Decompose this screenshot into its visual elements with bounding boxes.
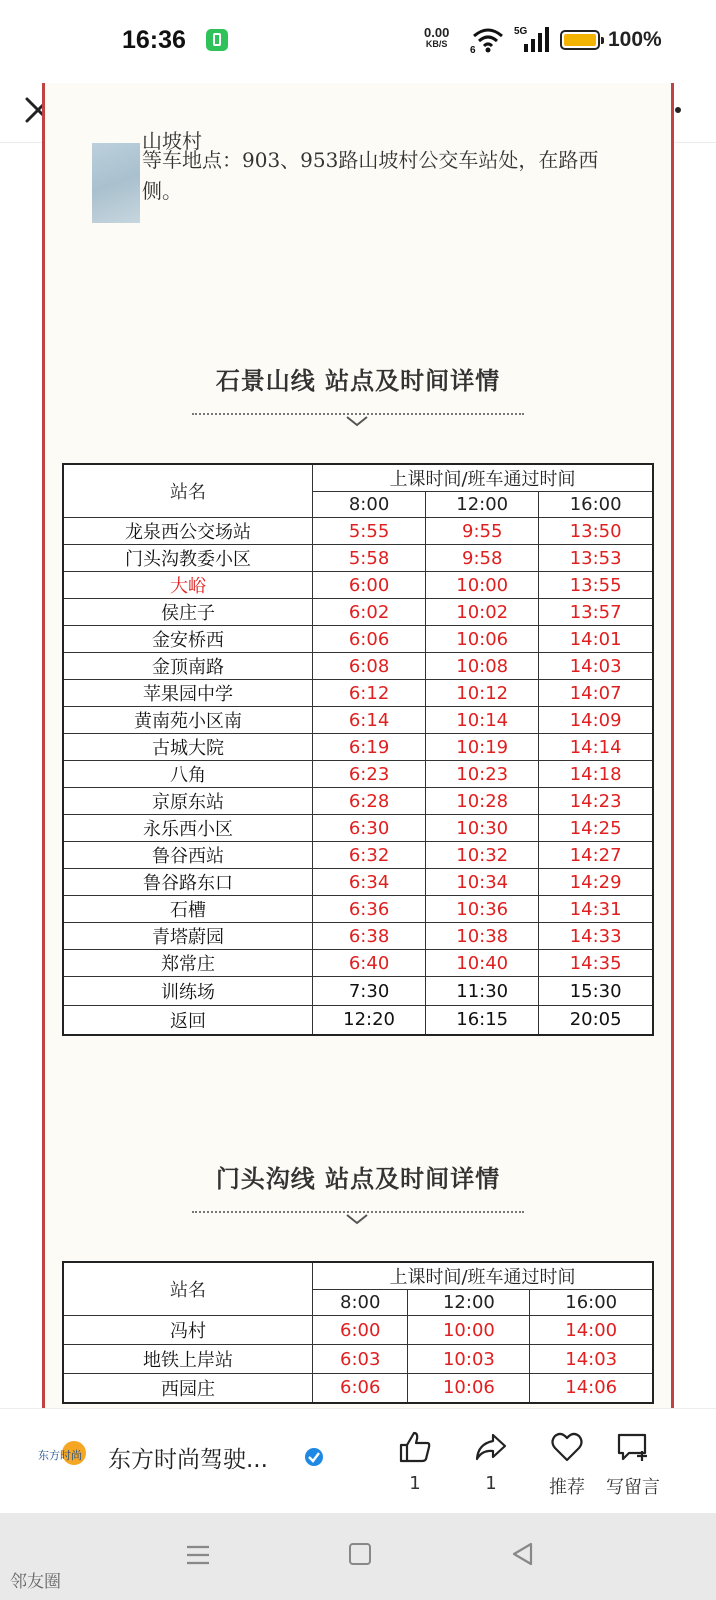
table-row xyxy=(63,788,653,815)
header-time: 上课时间/班车通过时间 xyxy=(313,464,654,492)
station-name: 大峪 xyxy=(63,572,313,599)
header-col-3: 16:00 xyxy=(530,1290,653,1316)
menu-icon[interactable] xyxy=(185,1543,211,1567)
time-cell: 13:57 xyxy=(539,599,653,626)
header-station: 站名 xyxy=(63,464,313,518)
table-row xyxy=(63,815,653,842)
time-cell: 10:06 xyxy=(426,626,539,653)
battery-percent: 100% xyxy=(608,28,662,51)
time-cell: 14:06 xyxy=(530,1374,653,1403)
signal-icon xyxy=(514,24,550,54)
table-row xyxy=(63,734,653,761)
time-cell: 6:02 xyxy=(313,599,426,626)
table-row xyxy=(63,977,653,1006)
article-content[interactable] xyxy=(0,129,716,1408)
time-cell: 10:38 xyxy=(426,923,539,950)
station-name: 京原东站 xyxy=(63,788,313,815)
back-icon[interactable] xyxy=(510,1541,534,1567)
thumbs-up-icon xyxy=(397,1429,433,1465)
time-cell: 14:18 xyxy=(539,761,653,788)
time-cell: 14:25 xyxy=(539,815,653,842)
schedule-table-mentougou xyxy=(62,1261,654,1404)
station-name: 地铁上岸站 xyxy=(63,1345,313,1374)
time-cell: 6:00 xyxy=(313,1316,408,1345)
time-cell: 9:55 xyxy=(426,518,539,545)
time-cell: 10:02 xyxy=(426,599,539,626)
station-name: 门头沟教委小区 xyxy=(63,545,313,572)
table-row xyxy=(63,1345,653,1374)
verified-icon xyxy=(304,1447,324,1467)
station-name: 西园庄 xyxy=(63,1374,313,1403)
station-name: 鲁谷路东口 xyxy=(63,869,313,896)
time-cell: 10:03 xyxy=(408,1345,530,1374)
network-speed xyxy=(424,26,449,49)
schedule-table-shijingshan xyxy=(62,463,654,1036)
app-notification-icon xyxy=(206,29,228,51)
time-cell: 6:23 xyxy=(313,761,426,788)
time-cell: 14:33 xyxy=(539,923,653,950)
header-col-1: 8:00 xyxy=(313,1290,408,1316)
wifi-icon xyxy=(470,26,506,54)
header-col-3: 16:00 xyxy=(539,492,653,518)
table-row xyxy=(63,950,653,977)
time-cell: 5:58 xyxy=(313,545,426,572)
time-cell: 6:06 xyxy=(313,1374,408,1403)
time-cell: 10:34 xyxy=(426,869,539,896)
time-cell: 6:08 xyxy=(313,653,426,680)
time-cell: 14:14 xyxy=(539,734,653,761)
time-cell: 6:14 xyxy=(313,707,426,734)
network-speed-unit: KB/S xyxy=(425,39,448,49)
time-cell: 6:19 xyxy=(313,734,426,761)
table-row xyxy=(63,572,653,599)
time-cell: 13:55 xyxy=(539,572,653,599)
share-count: 1 xyxy=(485,1473,497,1494)
time-cell: 14:23 xyxy=(539,788,653,815)
chevron-down-icon xyxy=(345,415,369,427)
share-icon xyxy=(473,1429,509,1465)
status-bar xyxy=(0,0,716,80)
station-name: 黄南苑小区南 xyxy=(63,707,313,734)
time-cell: 10:19 xyxy=(426,734,539,761)
time-cell: 13:53 xyxy=(539,545,653,572)
station-name: 返回 xyxy=(63,1006,313,1035)
time-cell: 6:12 xyxy=(313,680,426,707)
time-cell: 14:03 xyxy=(530,1345,653,1374)
table-row xyxy=(63,653,653,680)
network-speed-value: 0.00 xyxy=(424,25,450,40)
table-row xyxy=(63,626,653,653)
table-row xyxy=(63,869,653,896)
time-cell: 14:00 xyxy=(530,1316,653,1345)
time-cell: 14:35 xyxy=(539,950,653,977)
time-cell: 13:50 xyxy=(539,518,653,545)
time-cell: 9:58 xyxy=(426,545,539,572)
station-name: 龙泉西公交场站 xyxy=(63,518,313,545)
recommend-label: 推荐 xyxy=(549,1477,585,1498)
watermark-text: 邻友圈 xyxy=(10,1572,61,1592)
comment-icon xyxy=(615,1429,651,1465)
home-icon[interactable] xyxy=(349,1543,371,1565)
time-cell: 10:00 xyxy=(408,1316,530,1345)
table-row xyxy=(63,518,653,545)
header-col-2: 12:00 xyxy=(426,492,539,518)
station-name: 古城大院 xyxy=(63,734,313,761)
table-row xyxy=(63,707,653,734)
time-cell: 10:32 xyxy=(426,842,539,869)
time-cell: 14:01 xyxy=(539,626,653,653)
table-row xyxy=(63,761,653,788)
time-cell: 6:06 xyxy=(313,626,426,653)
section-title-shijingshan: 石景山线 站点及时间详情 xyxy=(215,367,501,395)
signal-label: 5G xyxy=(514,26,528,37)
time-cell: 7:30 xyxy=(313,977,426,1006)
chevron-down-icon xyxy=(345,1213,369,1225)
time-cell: 10:30 xyxy=(426,815,539,842)
account-logo[interactable] xyxy=(36,1435,88,1475)
like-button[interactable] xyxy=(380,1429,450,1494)
section-title-mentougou: 门头沟线 站点及时间详情 xyxy=(215,1165,501,1193)
time-cell: 10:12 xyxy=(426,680,539,707)
table-row xyxy=(63,842,653,869)
table-row xyxy=(63,1006,653,1035)
station-name: 苹果园中学 xyxy=(63,680,313,707)
table-row xyxy=(63,680,653,707)
station-name: 永乐西小区 xyxy=(63,815,313,842)
station-name: 郑常庄 xyxy=(63,950,313,977)
time-cell: 10:14 xyxy=(426,707,539,734)
share-button[interactable] xyxy=(456,1429,526,1494)
station-name: 冯村 xyxy=(63,1316,313,1345)
time-cell: 10:40 xyxy=(426,950,539,977)
time-cell: 6:28 xyxy=(313,788,426,815)
table-row xyxy=(63,923,653,950)
time-cell: 10:06 xyxy=(408,1374,530,1403)
time-cell: 11:30 xyxy=(426,977,539,1006)
battery-fill xyxy=(564,34,596,46)
station-name: 侯庄子 xyxy=(63,599,313,626)
time-cell: 10:00 xyxy=(426,572,539,599)
time-cell: 6:34 xyxy=(313,869,426,896)
location-photo[interactable] xyxy=(92,143,140,223)
time-cell: 14:27 xyxy=(539,842,653,869)
station-name: 石槽 xyxy=(63,896,313,923)
intro-cut-line: 山坡村 xyxy=(142,129,202,153)
time-cell: 6:03 xyxy=(313,1345,408,1374)
table-row xyxy=(63,1316,653,1345)
battery-icon xyxy=(560,30,600,50)
station-name: 青塔蔚园 xyxy=(63,923,313,950)
header-time: 上课时间/班车通过时间 xyxy=(313,1262,654,1290)
time-cell: 6:30 xyxy=(313,815,426,842)
station-name: 训练场 xyxy=(63,977,313,1006)
time-cell: 14:29 xyxy=(539,869,653,896)
time-cell: 14:03 xyxy=(539,653,653,680)
time-cell: 16:15 xyxy=(426,1006,539,1035)
time-cell: 5:55 xyxy=(313,518,426,545)
system-nav-bar xyxy=(0,1513,716,1600)
time-cell: 12:20 xyxy=(313,1006,426,1035)
time-cell: 6:36 xyxy=(313,896,426,923)
station-name: 鲁谷西站 xyxy=(63,842,313,869)
time-cell: 6:00 xyxy=(313,572,426,599)
time-cell: 10:28 xyxy=(426,788,539,815)
bottom-action-bar xyxy=(0,1408,716,1514)
status-time: 16:36 xyxy=(122,26,186,54)
time-cell: 6:38 xyxy=(313,923,426,950)
time-cell: 10:08 xyxy=(426,653,539,680)
table-row xyxy=(63,896,653,923)
time-cell: 6:32 xyxy=(313,842,426,869)
time-cell: 14:09 xyxy=(539,707,653,734)
like-count: 1 xyxy=(409,1473,421,1494)
wifi-sub-label: 6 xyxy=(470,45,476,56)
table-row xyxy=(63,599,653,626)
account-name[interactable]: 东方时尚驾驶... xyxy=(108,1447,268,1473)
heart-icon xyxy=(549,1429,585,1465)
logo-text: 东方时尚 xyxy=(38,1449,82,1462)
station-name: 金安桥西 xyxy=(63,626,313,653)
time-cell: 14:07 xyxy=(539,680,653,707)
comment-button[interactable] xyxy=(598,1429,668,1499)
header-station: 站名 xyxy=(63,1262,313,1316)
time-cell: 15:30 xyxy=(539,977,653,1006)
header-col-1: 8:00 xyxy=(313,492,426,518)
table-row xyxy=(63,545,653,572)
time-cell: 10:36 xyxy=(426,896,539,923)
comment-label: 写留言 xyxy=(606,1477,660,1498)
station-name: 金顶南路 xyxy=(63,653,313,680)
pickup-location-text: 等车地点：903、953路山坡村公交车站处，在路西侧。 xyxy=(142,148,599,203)
table-row xyxy=(63,1374,653,1403)
time-cell: 14:31 xyxy=(539,896,653,923)
time-cell: 6:40 xyxy=(313,950,426,977)
header-col-2: 12:00 xyxy=(408,1290,530,1316)
time-cell: 20:05 xyxy=(539,1006,653,1035)
station-name: 八角 xyxy=(63,761,313,788)
time-cell: 10:23 xyxy=(426,761,539,788)
recommend-button[interactable] xyxy=(532,1429,602,1499)
